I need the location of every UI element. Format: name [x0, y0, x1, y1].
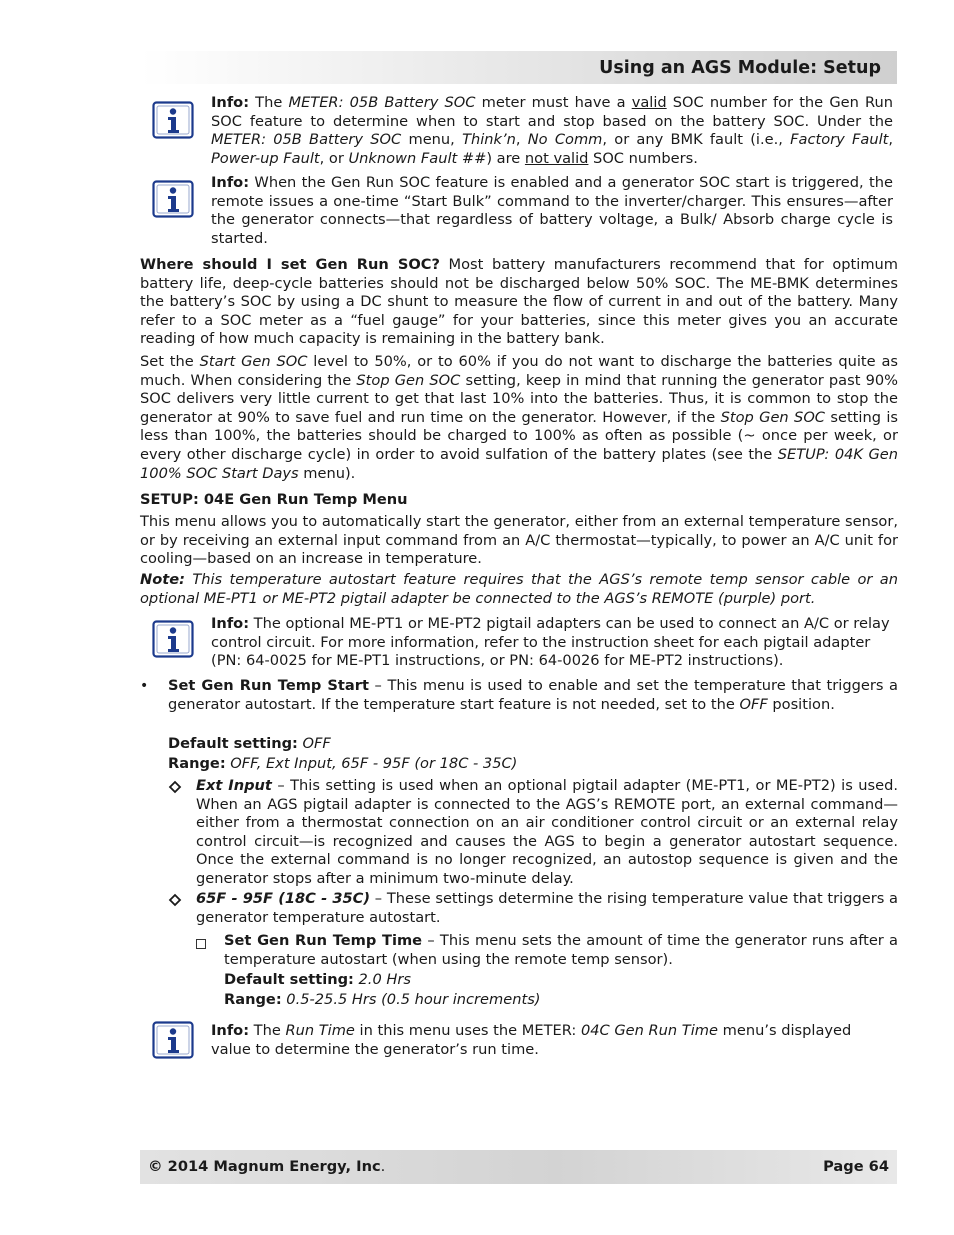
paragraph-text: setting, keep in mind that running the generator past 90% SOC delivers very little current to get that last 10% into the batteries. Thus, it is common to stop the generator at 90% to save fuel and run time on the generator. However, if the: [140, 371, 899, 426]
menu-item-text: position.: [767, 695, 835, 713]
page-header: [140, 51, 897, 84]
info-text: ,: [888, 131, 893, 149]
range-value: 0.5-25.5 Hrs (0.5 hour increments): [281, 991, 541, 1008]
emphasis-valid: valid: [631, 94, 667, 111]
status-no-comm: No Comm: [527, 131, 603, 149]
status-powerup-fault: Power-up Fault: [211, 149, 320, 167]
paragraph-text: setting is less than 100%, the batteries should be charged to 100% as often as possible (~ once per week, or every other discharge cycle) in order to avoid sulfation of the battery plates (see the: [140, 408, 898, 463]
copyright-text: © 2014 Magnum Energy, Inc: [148, 1158, 381, 1175]
status-thinkn: Think’n: [462, 131, 516, 149]
section-note: [140, 571, 898, 608]
diamond-bullet-icon: [168, 778, 182, 796]
info-text: When the Gen Run SOC feature is enabled and a generator SOC start is triggered, the remote issues a one-time “Start Bulk” command to the inverter/charger. This ensures—after the generator connects—that regardless of battery voltage, a Bulk/ Absorb charge cycle is started.: [211, 174, 893, 247]
sub-item-label: 65F - 95F (18C - 35C): [196, 890, 371, 907]
copyright-period: .: [380, 1158, 386, 1175]
note-text: This temperature autostart feature requires that the AGS’s remote temp sensor cable or an optional ME-PT1 or ME-PT2 pigtail adapter be connected to the AGS’s REMOTE (purple) port.: [140, 571, 898, 607]
menu-item-label: Set Gen Run Temp Time: [224, 932, 423, 949]
info-icon: [152, 1021, 194, 1059]
paragraph-text: menu).: [298, 464, 356, 482]
section-text: This menu allows you to automatically start the generator, either from an external temperature sensor, or by receiving an external input command from an A/C thermostat—typically, to power an A/C unit for cooling—based on an increase in temperature.: [140, 513, 898, 568]
note-label: Note:: [140, 571, 185, 588]
setting-off: OFF: [739, 695, 768, 713]
section-title: SETUP: 04E Gen Run Temp Menu: [140, 491, 408, 508]
section-description: [140, 513, 898, 569]
info-text: ) are: [486, 149, 525, 167]
paragraph-text: level to 50%, or to 60% if you do not want to discharge the batteries quite as much. When considering the: [140, 353, 899, 389]
default-setting-line: [224, 971, 898, 990]
info-text: menu,: [401, 131, 463, 149]
setting-stop-gen-soc: Stop Gen SOC: [356, 371, 461, 389]
section-heading: [140, 491, 898, 510]
copyright: [148, 1158, 385, 1177]
paragraph-lead: Where should I set Gen Run SOC?: [140, 256, 440, 273]
sub-item-ext-input: [196, 777, 898, 889]
range-line: [168, 755, 898, 774]
default-label: Default setting:: [168, 735, 298, 752]
info-note-4: [211, 1022, 893, 1059]
info-text: SOC number for the Gen Run SOC feature to determine when to start and stop based on the battery SOC. Under the: [211, 94, 893, 130]
range-line: [224, 991, 898, 1010]
meter-reference: METER: 05B Battery SOC: [211, 131, 402, 149]
info-text: The optional ME-PT1 or ME-PT2 pigtail adapters can be used to connect an A/C or relay control circuit. For more information, refer to the instruction sheet for each pigtail adapter (PN: 64-0025 for ME-PT1 instructions, or PN: 64-0026 for ME-PT2 instructions).: [211, 615, 890, 670]
paragraph-gen-run-soc: [140, 256, 898, 349]
info-text: meter must have a: [475, 94, 632, 111]
run-time-reference: Run Time: [285, 1022, 355, 1039]
info-icon: [152, 620, 194, 658]
page-footer: [140, 1150, 897, 1184]
info-text: , or: [319, 149, 349, 167]
info-text: SOC numbers.: [588, 149, 698, 167]
range-label: Range:: [224, 991, 282, 1008]
default-label: Default setting:: [224, 971, 354, 988]
emphasis-not-valid: not valid: [524, 149, 589, 167]
meter-reference: 04C Gen Run Time: [580, 1022, 718, 1039]
info-label: Info:: [211, 174, 250, 191]
sub-item-temp-range: [196, 890, 898, 927]
status-unknown-fault: Unknown Fault ##: [348, 149, 487, 167]
default-setting-line: [168, 735, 898, 754]
info-text: The: [249, 94, 289, 111]
square-bullet-icon: [196, 939, 206, 949]
info-text: in this menu uses the METER:: [354, 1022, 581, 1039]
info-text: The: [249, 1022, 286, 1039]
sub-item-label: Ext Input: [196, 777, 272, 794]
sub-item-text: – These settings determine the rising temperature value that triggers a generator temperature autostart.: [196, 890, 899, 926]
menu-reference: SETUP: 04K Gen 100% SOC Start Days: [140, 445, 898, 482]
setting-stop-gen-soc: Stop Gen SOC: [720, 408, 825, 426]
info-label: Info:: [211, 615, 250, 632]
info-note-1: [211, 94, 893, 168]
info-text: ,: [515, 131, 528, 149]
menu-item-text: – This menu sets the amount of time the generator runs after a temperature autostart (when using the remote temp sensor).: [224, 932, 899, 968]
diamond-bullet-icon: [168, 891, 182, 909]
meter-reference: METER: 05B Battery SOC: [288, 94, 476, 111]
info-text: , or any BMK fault (i.e.,: [602, 131, 791, 149]
sub-item-text: – This setting is used when an optional pigtail adapter (ME-PT1, or ME-PT2) is used. When an AGS pigtail adapter is connected to the AGS’s REMOTE port, an external command—either from a thermostat connection on an air conditioner control circuit or an external relay control circuit—is recognized and causes the AGS to begin a generator autostart sequence. Once the external command is no longer recognized, an autostop sequence is given and the generator stops after a minimum two-minute delay.: [196, 777, 898, 887]
paragraph-text: Most battery manufacturers recommend that for optimum battery life, deep-cycle batteries should not be discharged below 50% SOC. The ME-BMK determines the battery’s SOC by using a DC shunt to measure the flow of current in and out of the battery. Many refer to a SOC meter as a “fuel gauge” for your batteries, since this meter gives you an accurate reading of how much capacity is remaining in the battery bank.: [140, 256, 898, 348]
menu-item-label: Set Gen Run Temp Start: [168, 677, 369, 694]
default-value: 2.0 Hrs: [353, 971, 411, 988]
default-value: OFF: [297, 735, 331, 752]
paragraph-start-stop-soc: [140, 353, 898, 483]
info-text: menu’s displayed value to determine the generator’s run time.: [211, 1022, 852, 1058]
info-note-3: [211, 615, 893, 671]
menu-item-text: – This menu is used to enable and set the temperature that triggers a generator autostart. If the temperature start feature is not needed, set to the: [168, 677, 898, 713]
bullet-icon: •: [140, 678, 149, 694]
range-label: Range:: [168, 755, 226, 772]
info-note-2: [211, 174, 893, 248]
info-icon: [152, 101, 194, 139]
status-factory-fault: Factory Fault: [790, 131, 889, 149]
setting-start-gen-soc: Start Gen SOC: [199, 353, 308, 370]
sub-sub-item-temp-time: [224, 932, 898, 969]
info-label: Info:: [211, 94, 250, 111]
page-title: Using an AGS Module: Setup: [599, 58, 881, 78]
page-number: Page 64: [823, 1158, 889, 1175]
range-value: OFF, Ext Input, 65F - 95F (or 18C - 35C): [225, 755, 518, 772]
bullet-item-temp-start: [168, 677, 898, 714]
paragraph-text: Set the: [140, 353, 200, 370]
info-label: Info:: [211, 1022, 250, 1039]
info-icon: [152, 180, 194, 218]
